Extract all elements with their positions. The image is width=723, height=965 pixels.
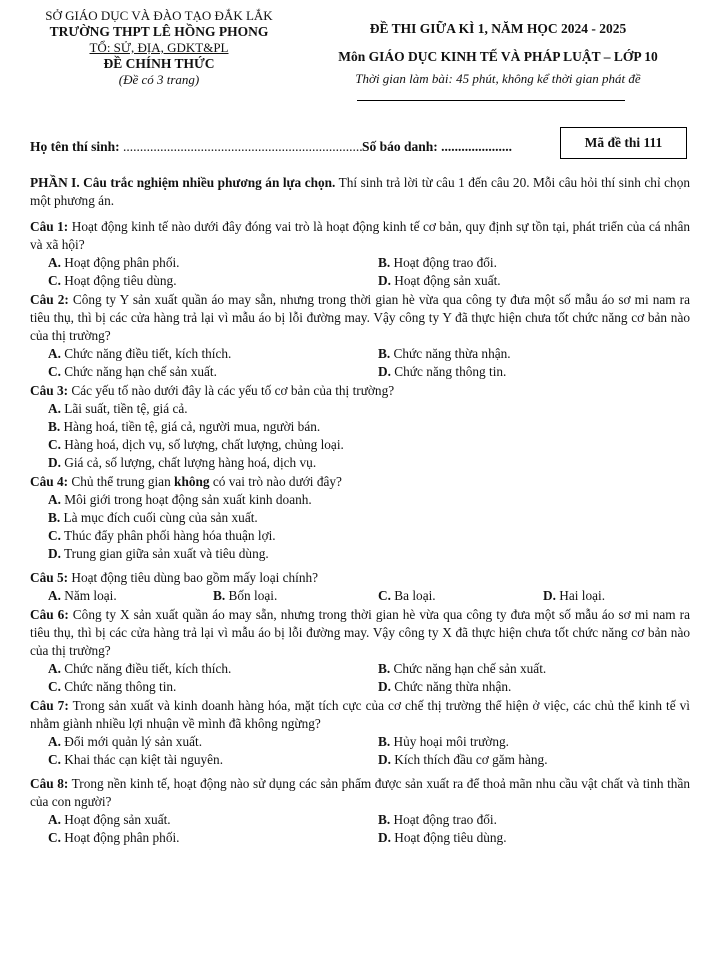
option-letter: D. xyxy=(378,830,391,845)
option-c xyxy=(30,678,360,696)
option-text: Giá cả, số lượng, chất lượng hàng hoá, dịch vụ. xyxy=(60,455,317,470)
option-text: Thúc đẩy phân phối hàng hóa thuận lợi. xyxy=(60,528,276,543)
question-text: Trong nền kinh tế, hoạt động nào sử dụng các sản phẩm được sản xuất ra để thoả mãn nhu cầu vật chất và tinh thần của con người? xyxy=(30,776,691,809)
question-3 xyxy=(30,382,690,472)
option-text: Là mục đích cuối cùng của sản xuất. xyxy=(60,510,258,525)
option-c xyxy=(30,829,360,847)
option-a xyxy=(30,400,690,418)
option-a xyxy=(30,345,360,363)
option-letter: B. xyxy=(378,346,391,361)
option-b xyxy=(360,345,690,363)
option-text: Khai thác cạn kiệt tài nguyên. xyxy=(60,752,224,767)
option-letter: A. xyxy=(48,401,61,416)
option-letter: C. xyxy=(48,364,61,379)
emphasis-not: không xyxy=(174,474,210,489)
group-name: TỔ: SỬ, ĐỊA, GDKT&PL xyxy=(89,40,229,55)
option-letter: B. xyxy=(378,255,391,270)
option-d xyxy=(360,363,690,381)
option-text: Năm loại. xyxy=(60,588,117,603)
option-letter: B. xyxy=(378,734,391,749)
question-text: Các yếu tố nào dưới đây là các yếu tố cơ bản của thị trường? xyxy=(68,383,395,398)
name-label: Họ tên thí sinh: xyxy=(30,139,120,154)
department-name: SỞ GIÁO DỤC VÀ ĐÀO TẠO ĐẮK LẮK xyxy=(45,8,273,23)
option-text: Hoạt động sản xuất. xyxy=(390,273,501,288)
official-label: ĐỀ CHÍNH THỨC xyxy=(103,56,215,71)
option-text: Hàng hoá, tiền tệ, giá cả, người mua, người bán. xyxy=(60,419,321,434)
option-b xyxy=(360,811,690,829)
question-text: Hoạt động kinh tế nào dưới đây đóng vai trò là hoạt động kinh tế cơ bản, quy định sự tồn tại, phát triển của cá nhân và xã hội? xyxy=(30,219,690,252)
question-number: Câu 3: xyxy=(30,383,69,398)
option-d xyxy=(360,829,690,847)
option-letter: D. xyxy=(378,679,391,694)
option-letter: A. xyxy=(48,255,61,270)
option-letter: C. xyxy=(48,528,61,543)
option-text: Chức năng hạn chế sản xuất. xyxy=(60,364,217,379)
option-letter: D. xyxy=(48,546,61,561)
option-text: Hoạt động trao đổi. xyxy=(390,255,497,270)
option-text: Hoạt động trao đổi. xyxy=(390,812,497,827)
question-number: Câu 6: xyxy=(30,607,69,622)
option-text: Chức năng thông tin. xyxy=(390,364,507,379)
option-text: Trung gian giữa sản xuất và tiêu dùng. xyxy=(60,546,269,561)
exam-code-box: Mã đề thi 111 xyxy=(560,127,687,159)
option-c xyxy=(30,436,690,454)
option-text: Hủy hoại môi trường. xyxy=(390,734,509,749)
pages-note: (Đề có 3 trang) xyxy=(118,72,200,87)
option-d xyxy=(360,678,690,696)
option-c xyxy=(360,587,525,605)
question-number: Câu 5: xyxy=(30,570,69,585)
option-a xyxy=(30,587,195,605)
option-text: Chức năng điều tiết, kích thích. xyxy=(60,346,232,361)
option-text: Chức năng thừa nhận. xyxy=(390,346,511,361)
option-text: Lãi suất, tiền tệ, giá cả. xyxy=(60,401,188,416)
part1-title: PHẦN I. Câu trắc nghiệm nhiều phương án lựa chọn. xyxy=(30,175,336,190)
option-letter: A. xyxy=(48,492,61,507)
option-a xyxy=(30,660,360,678)
question-number: Câu 1: xyxy=(30,219,69,234)
id-label: Số báo danh: xyxy=(362,139,438,154)
option-letter: C. xyxy=(48,830,61,845)
option-d xyxy=(525,587,690,605)
option-letter: B. xyxy=(213,588,226,603)
question-number: Câu 4: xyxy=(30,474,69,489)
option-d xyxy=(360,751,690,769)
question-6 xyxy=(30,606,690,696)
question-number: Câu 8: xyxy=(30,776,69,791)
option-c xyxy=(30,363,360,381)
option-b xyxy=(30,509,690,527)
option-d xyxy=(30,454,690,472)
candidate-id-row xyxy=(362,138,512,156)
option-text: Hoạt động tiêu dùng. xyxy=(60,273,177,288)
option-letter: C. xyxy=(378,588,391,603)
option-text: Hoạt động sản xuất. xyxy=(60,812,171,827)
header-left xyxy=(16,8,302,88)
option-d xyxy=(360,272,690,290)
header-right xyxy=(306,20,690,88)
exam-title: ĐỀ THI GIỮA KÌ 1, NĂM HỌC 2024 - 2025 xyxy=(369,21,627,36)
option-text: Chức năng điều tiết, kích thích. xyxy=(60,661,232,676)
option-text: Bốn loại. xyxy=(225,588,278,603)
option-text: Đổi mới quản lý sản xuất. xyxy=(60,734,203,749)
question-text: Công ty X sản xuất quần áo may sẵn, nhưng trong thời gian hè vừa qua công ty đưa một số mẫu áo sơ mi nam ra tiêu thụ, thì bị các cửa hàng trả lại vì mẫu áo bị lỗi đường may. Vậy công ty X đã thực hiện chưa tốt chức năng cơ bản nào của thị trường? xyxy=(30,607,691,658)
option-letter: A. xyxy=(48,346,61,361)
option-letter: A. xyxy=(48,734,61,749)
option-text: Hoạt động phân phối. xyxy=(60,830,180,845)
candidate-name-row xyxy=(30,138,363,156)
option-text: Hoạt động phân phối. xyxy=(60,255,180,270)
question-text: Trong sản xuất và kinh doanh hàng hóa, mặt tích cực của cơ chế thị trường thể hiện ở việc, các chủ thể kinh tế vì nhằm giành nhiều lợi nhuận về mình đã không ngừng? xyxy=(30,698,690,731)
question-4: Câu 4: Chủ thể trung gian không có vai trò nào dưới đây? A. Môi giới trong hoạt động sản xuất kinh doanh. B. Là mục đích cuối cùng của sản xuất. C. Thúc đẩy phân phối hàng hóa thuận lợi. D. Trung gian giữa sản xuất và tiêu dùng. xyxy=(30,473,690,563)
option-letter: D. xyxy=(543,588,556,603)
option-text: Chức năng thừa nhận. xyxy=(390,679,512,694)
option-text: Hàng hoá, dịch vụ, số lượng, chất lượng, chủng loại. xyxy=(60,437,344,452)
time-note: Thời gian làm bài: 45 phút, không kể thời gian phát đề xyxy=(355,71,641,86)
part1-instruction: Thí sinh trả lời từ câu 1 đến câu 20. Mỗi câu hỏi thí sinh chỉ chọn một phương án. xyxy=(30,175,690,208)
option-b xyxy=(30,418,690,436)
option-a xyxy=(30,254,360,272)
question-text: Công ty Y sản xuất quần áo may sẵn, nhưng trong thời gian hè vừa qua công ty đưa một số mẫu áo sơ mi nam ra tiêu thụ, thì bị các cửa hàng trả lại vì mẫu áo bị lỗi đường may. Vậy công ty Y đã thực hiện chưa tốt chức năng cơ bản nào của thị trường? xyxy=(30,292,691,343)
header-divider xyxy=(357,100,625,101)
option-letter: D. xyxy=(378,273,391,288)
option-text: Chức năng hạn chế sản xuất. xyxy=(390,661,547,676)
option-c xyxy=(30,751,360,769)
option-letter: D. xyxy=(378,752,391,767)
option-b xyxy=(360,254,690,272)
option-c xyxy=(30,527,690,545)
option-letter: C. xyxy=(48,437,61,452)
exam-content xyxy=(30,174,690,847)
part1-intro xyxy=(30,174,690,210)
option-letter: D. xyxy=(48,455,61,470)
option-text: Hai loại. xyxy=(555,588,606,603)
option-a xyxy=(30,811,360,829)
question-2 xyxy=(30,291,690,381)
option-b xyxy=(360,733,690,751)
option-letter: C. xyxy=(48,679,61,694)
question-5 xyxy=(30,569,690,605)
question-number: Câu 7: xyxy=(30,698,69,713)
subject-title: Môn GIÁO DỤC KINH TẾ VÀ PHÁP LUẬT – LỚP 10 xyxy=(338,49,658,64)
option-text: Môi giới trong hoạt động sản xuất kinh doanh. xyxy=(60,492,312,507)
option-text: Chức năng thông tin. xyxy=(60,679,177,694)
name-dots: ....................................................................... xyxy=(119,139,363,154)
id-dots: ..................... xyxy=(437,139,513,154)
option-letter: A. xyxy=(48,588,61,603)
option-text: Ba loại. xyxy=(390,588,436,603)
option-c xyxy=(30,272,360,290)
question-7 xyxy=(30,697,690,769)
option-letter: C. xyxy=(48,273,61,288)
option-letter: A. xyxy=(48,661,61,676)
question-text: Hoạt động tiêu dùng bao gồm mấy loại chính? xyxy=(68,570,319,585)
option-letter: A. xyxy=(48,812,61,827)
school-name: TRƯỜNG THPT LÊ HỒNG PHONG xyxy=(49,24,269,39)
option-d xyxy=(30,545,690,563)
option-b xyxy=(360,660,690,678)
option-text: Kích thích đầu cơ găm hàng. xyxy=(390,752,548,767)
option-a xyxy=(30,491,690,509)
option-letter: D. xyxy=(378,364,391,379)
option-letter: C. xyxy=(48,752,61,767)
option-b xyxy=(195,587,360,605)
option-a xyxy=(30,733,360,751)
question-8 xyxy=(30,775,690,847)
option-letter: B. xyxy=(48,510,61,525)
option-letter: B. xyxy=(378,812,391,827)
option-letter: B. xyxy=(48,419,61,434)
option-letter: B. xyxy=(378,661,391,676)
question-1 xyxy=(30,218,690,290)
option-text: Hoạt động tiêu dùng. xyxy=(390,830,507,845)
question-number: Câu 2: xyxy=(30,292,69,307)
